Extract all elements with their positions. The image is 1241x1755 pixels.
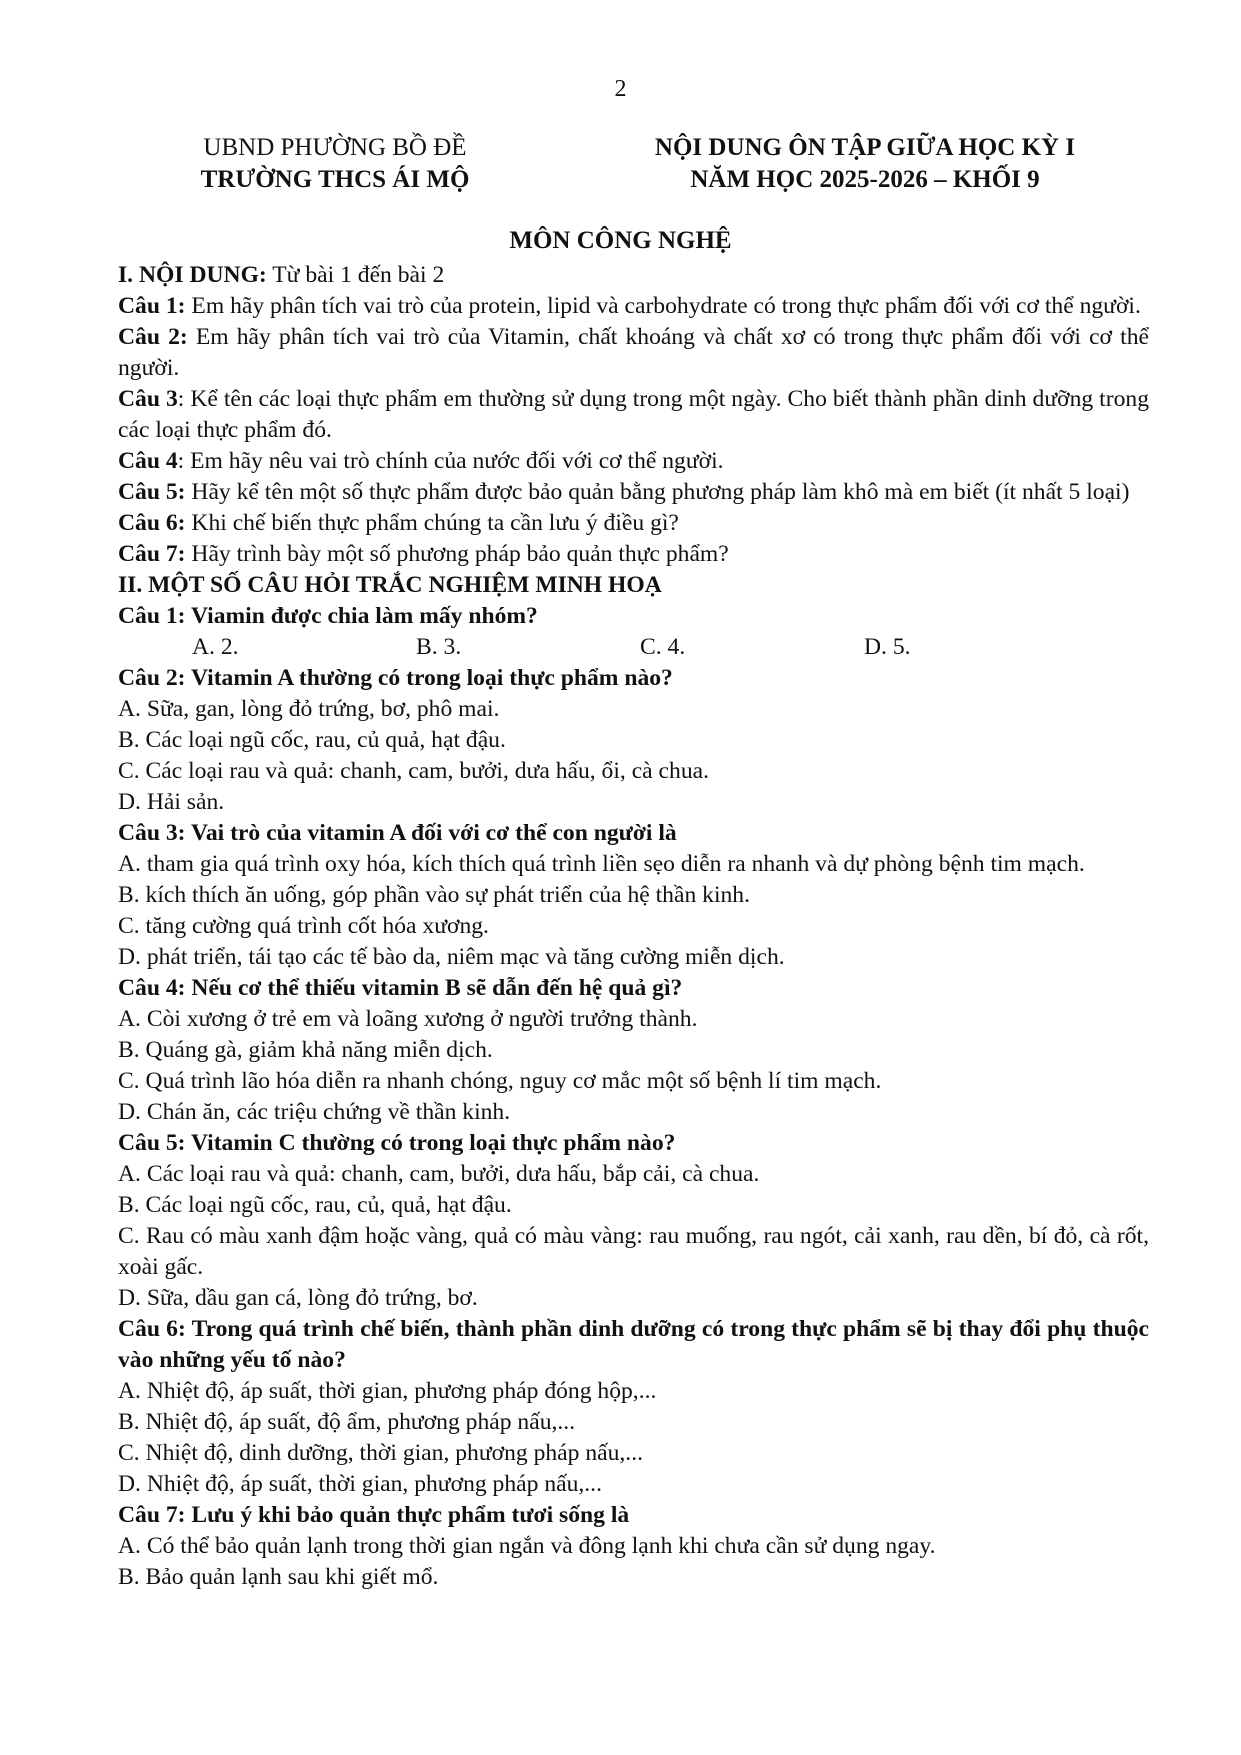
section1-heading-label: I. NỘI DUNG: xyxy=(118,262,267,288)
mcq-option: B. kích thích ăn uống, góp phần vào sự phát triển của hệ thần kinh. xyxy=(118,882,750,908)
mcq-question: Câu 2: Vitamin A thường có trong loại thực phẩm nào? xyxy=(118,665,673,691)
mcq-option: B. Quáng gà, giảm khả năng miễn dịch. xyxy=(118,1037,493,1063)
school-name: TRƯỜNG THCS ÁI MỘ xyxy=(200,166,470,193)
mcq-option: C. Quá trình lão hóa diễn ra nhanh chóng, nguy cơ mắc một số bệnh lí tim mạch. xyxy=(118,1068,882,1094)
essay-question-label: Câu 5: xyxy=(118,479,186,505)
mcq-option: A. Nhiệt độ, áp suất, thời gian, phương pháp đóng hộp,... xyxy=(118,1378,657,1404)
header-right xyxy=(600,132,1130,196)
essay-question-text: Khi chế biến thực phẩm chúng ta cần lưu ý điều gì? xyxy=(185,510,679,536)
mcq-option: D. Chán ăn, các triệu chứng về thần kinh. xyxy=(118,1099,511,1125)
subject-title: MÔN CÔNG NGHỆ xyxy=(509,227,732,254)
mcq-question: Câu 3: Vai trò của vitamin A đối với cơ thể con người là xyxy=(118,820,677,846)
mcq-question: Câu 1: Viamin được chia làm mấy nhóm? xyxy=(118,603,538,629)
essay-question-text: Em hãy phân tích vai trò của Vitamin, chất khoáng và chất xơ có trong thực phẩm đối với cơ thể người. xyxy=(118,324,1149,381)
essay-question xyxy=(118,508,1149,539)
mcq-option: B. 3. xyxy=(416,634,462,660)
essay-question xyxy=(118,477,1149,508)
mcq-option: C. 4. xyxy=(640,634,686,660)
essay-question-label: Câu 1: xyxy=(118,293,186,319)
mcq-option: A. Còi xương ở trẻ em và loãng xương ở người trưởng thành. xyxy=(118,1006,698,1032)
essay-question-text: Hãy trình bày một số phương pháp bảo quản thực phẩm? xyxy=(185,541,729,567)
section1-heading xyxy=(118,260,1149,291)
mcq-option: A. tham gia quá trình oxy hóa, kích thích quá trình liền sẹo diễn ra nhanh và dự phòng bệnh tim mạch. xyxy=(118,851,1085,877)
mcq-option: C. Rau có màu xanh đậm hoặc vàng, quả có màu vàng: rau muống, rau ngót, cải xanh, rau dền, bí đỏ, cà rốt, xoài gấc. xyxy=(118,1223,1149,1280)
mcq-question: Câu 5: Vitamin C thường có trong loại thực phẩm nào? xyxy=(118,1130,676,1156)
essay-question xyxy=(118,291,1149,322)
essay-question-text: : Em hãy nêu vai trò chính của nước đối với cơ thể người. xyxy=(177,448,724,474)
mcq-option: D. Nhiệt độ, áp suất, thời gian, phương pháp nấu,... xyxy=(118,1471,602,1497)
mcq-option: A. 2. xyxy=(192,634,239,660)
essay-question-label: Câu 7: xyxy=(118,541,186,567)
essay-question-text: Em hãy phân tích vai trò của protein, lipid và carbohydrate có trong thực phẩm đối với cơ thể người. xyxy=(185,293,1141,319)
mcq-option: B. Bảo quản lạnh sau khi giết mổ. xyxy=(118,1564,439,1590)
essay-question-label: Câu 4 xyxy=(118,448,178,474)
document-body xyxy=(118,260,1149,1593)
essay-question xyxy=(118,322,1149,384)
doc-title: NỘI DUNG ÔN TẬP GIỮA HỌC KỲ I xyxy=(654,134,1076,161)
essay-question-label: Câu 6: xyxy=(118,510,186,536)
mcq-option: C. Các loại rau và quả: chanh, cam, bưởi, dưa hấu, ổi, cà chua. xyxy=(118,758,709,784)
mcq-option: D. phát triển, tái tạo các tế bào da, niêm mạc và tăng cường miễn dịch. xyxy=(118,944,785,970)
mcq-option: B. Nhiệt độ, áp suất, độ ẩm, phương pháp nấu,... xyxy=(118,1409,576,1435)
mcq-question: Câu 7: Lưu ý khi bảo quản thực phẩm tươi sống là xyxy=(118,1502,630,1528)
section1-heading-rest: Từ bài 1 đến bài 2 xyxy=(266,262,445,288)
mcq-option: D. Sữa, dầu gan cá, lòng đỏ trứng, bơ. xyxy=(118,1285,478,1311)
essay-question xyxy=(118,384,1149,446)
header-left xyxy=(130,132,540,196)
page-number: 2 xyxy=(614,76,627,102)
mcq-option: D. 5. xyxy=(864,634,911,660)
mcq-question: Câu 6: Trong quá trình chế biến, thành phần dinh dưỡng có trong thực phẩm sẽ bị thay đổi phụ thuộc vào những yếu tố nào? xyxy=(118,1316,1149,1373)
mcq-option: B. Các loại ngũ cốc, rau, củ quả, hạt đậu. xyxy=(118,727,506,753)
essay-question-label: Câu 3 xyxy=(118,386,178,412)
mcq-option: B. Các loại ngũ cốc, rau, củ, quả, hạt đậu. xyxy=(118,1192,512,1218)
mcq-option: C. Nhiệt độ, dinh dưỡng, thời gian, phương pháp nấu,... xyxy=(118,1440,644,1466)
essay-question-text: Hãy kể tên một số thực phẩm được bảo quản bằng phương pháp làm khô mà em biết (ít nhất 5 loại) xyxy=(185,479,1130,505)
essay-question-text: : Kể tên các loại thực phẩm em thường sử dụng trong một ngày. Cho biết thành phần dinh dưỡng trong các loại thực phẩm đó. xyxy=(118,386,1149,443)
essay-question xyxy=(118,446,1149,477)
essay-question-label: Câu 2: xyxy=(118,324,188,350)
mcq-option: D. Hải sản. xyxy=(118,789,225,815)
section2-heading: II. MỘT SỐ CÂU HỎI TRẮC NGHIỆM MINH HOẠ xyxy=(118,572,662,598)
essay-question xyxy=(118,539,1149,570)
mcq-option: C. tăng cường quá trình cốt hóa xương. xyxy=(118,913,489,939)
mcq-option: A. Các loại rau và quả: chanh, cam, bưởi, dưa hấu, bắp cải, cà chua. xyxy=(118,1161,760,1187)
mcq-options-row xyxy=(118,632,1149,663)
mcq-option: A. Sữa, gan, lòng đỏ trứng, bơ, phô mai. xyxy=(118,696,500,722)
mcq-option: A. Có thể bảo quản lạnh trong thời gian ngắn và đông lạnh khi chưa cần sử dụng ngay. xyxy=(118,1533,936,1559)
school-year: NĂM HỌC 2025-2026 – KHỐI 9 xyxy=(690,166,1040,193)
mcq-question: Câu 4: Nếu cơ thể thiếu vitamin B sẽ dẫn đến hệ quả gì? xyxy=(118,975,683,1001)
ward-name: UBND PHƯỜNG BỒ ĐỀ xyxy=(203,134,467,161)
